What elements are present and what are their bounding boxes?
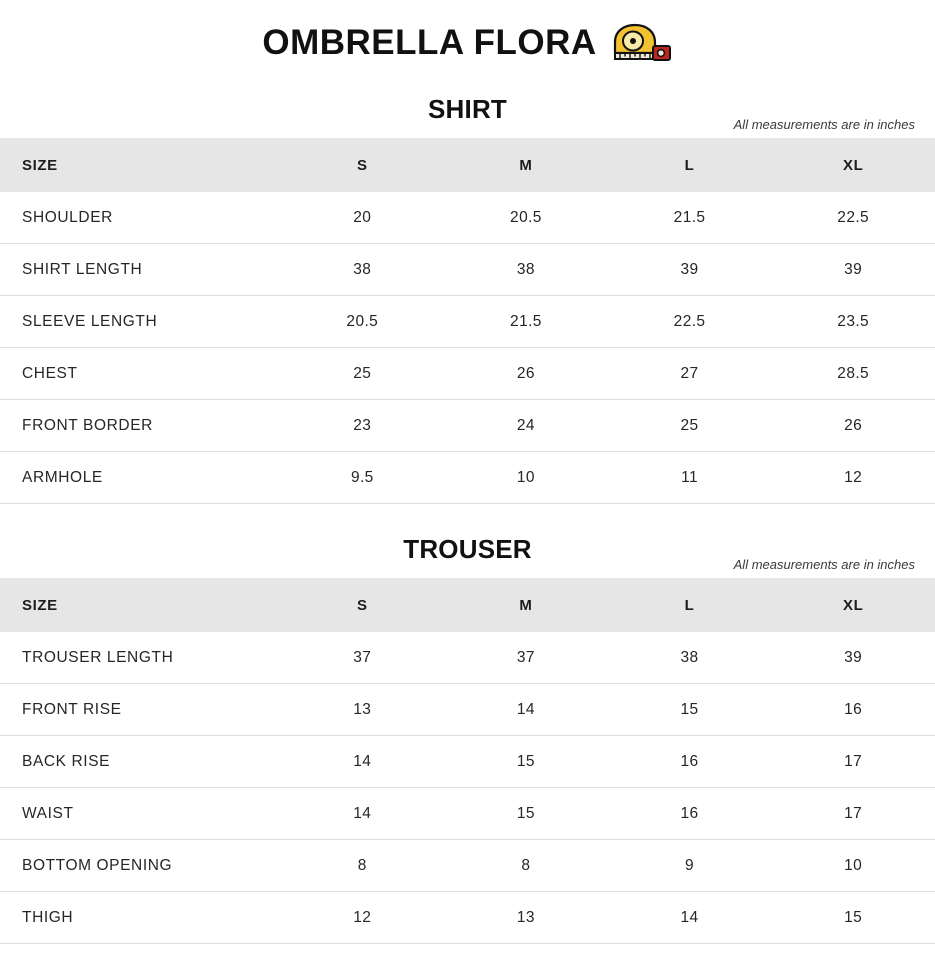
section-shirt-head xyxy=(0,94,935,132)
cell-s: 13 xyxy=(281,684,445,736)
row-label: FRONT BORDER xyxy=(0,400,281,452)
measuring-tape-icon xyxy=(609,22,673,64)
cell-s: 9.5 xyxy=(281,452,445,504)
section-trouser-head xyxy=(0,534,935,572)
column-header-s: S xyxy=(281,578,445,632)
cell-xl: 10 xyxy=(771,840,935,892)
cell-l: 9 xyxy=(608,840,772,892)
row-label: FRONT RISE xyxy=(0,684,281,736)
cell-m: 8 xyxy=(444,840,608,892)
cell-xl: 26 xyxy=(771,400,935,452)
cell-xl: 28.5 xyxy=(771,348,935,400)
column-header-m: M xyxy=(444,138,608,192)
cell-l: 14 xyxy=(608,892,772,944)
row-label: BOTTOM OPENING xyxy=(0,840,281,892)
column-header-l: L xyxy=(608,138,772,192)
row-label: BACK RISE xyxy=(0,736,281,788)
table-header-row xyxy=(0,578,935,632)
table-row xyxy=(0,684,935,736)
section-trouser-title: TROUSER xyxy=(403,534,532,564)
cell-m: 24 xyxy=(444,400,608,452)
cell-xl: 23.5 xyxy=(771,296,935,348)
row-label: SLEEVE LENGTH xyxy=(0,296,281,348)
table-header-row xyxy=(0,138,935,192)
row-label: CHEST xyxy=(0,348,281,400)
column-header-s: S xyxy=(281,138,445,192)
table-row xyxy=(0,452,935,504)
cell-s: 37 xyxy=(281,632,445,684)
cell-l: 11 xyxy=(608,452,772,504)
cell-l: 25 xyxy=(608,400,772,452)
cell-l: 39 xyxy=(608,244,772,296)
brand-name: OMBRELLA FLORA xyxy=(262,23,597,62)
cell-l: 16 xyxy=(608,736,772,788)
table-row xyxy=(0,244,935,296)
cell-s: 8 xyxy=(281,840,445,892)
table-row xyxy=(0,892,935,944)
table-row xyxy=(0,400,935,452)
brand-title xyxy=(0,0,935,64)
cell-l: 16 xyxy=(608,788,772,840)
cell-xl: 12 xyxy=(771,452,935,504)
shirt-size-table xyxy=(0,138,935,504)
cell-xl: 15 xyxy=(771,892,935,944)
table-row xyxy=(0,296,935,348)
cell-m: 15 xyxy=(444,736,608,788)
section-shirt-title: SHIRT xyxy=(428,94,507,124)
column-header-size: SIZE xyxy=(0,138,281,192)
cell-xl: 17 xyxy=(771,788,935,840)
column-header-size: SIZE xyxy=(0,578,281,632)
cell-xl: 22.5 xyxy=(771,192,935,244)
cell-xl: 39 xyxy=(771,244,935,296)
cell-s: 20 xyxy=(281,192,445,244)
cell-m: 37 xyxy=(444,632,608,684)
cell-l: 27 xyxy=(608,348,772,400)
cell-s: 23 xyxy=(281,400,445,452)
cell-m: 10 xyxy=(444,452,608,504)
cell-m: 20.5 xyxy=(444,192,608,244)
table-row xyxy=(0,736,935,788)
cell-m: 21.5 xyxy=(444,296,608,348)
row-label: WAIST xyxy=(0,788,281,840)
cell-s: 38 xyxy=(281,244,445,296)
column-header-xl: XL xyxy=(771,138,935,192)
section-shirt-note: All measurements are in inches xyxy=(733,117,915,132)
cell-s: 25 xyxy=(281,348,445,400)
column-header-m: M xyxy=(444,578,608,632)
cell-s: 14 xyxy=(281,736,445,788)
cell-l: 38 xyxy=(608,632,772,684)
column-header-l: L xyxy=(608,578,772,632)
trouser-size-table xyxy=(0,578,935,944)
cell-s: 20.5 xyxy=(281,296,445,348)
cell-xl: 39 xyxy=(771,632,935,684)
cell-s: 14 xyxy=(281,788,445,840)
table-row xyxy=(0,788,935,840)
cell-m: 15 xyxy=(444,788,608,840)
row-label: ARMHOLE xyxy=(0,452,281,504)
row-label: SHIRT LENGTH xyxy=(0,244,281,296)
table-row xyxy=(0,632,935,684)
table-row xyxy=(0,348,935,400)
section-trouser xyxy=(0,534,935,944)
cell-l: 22.5 xyxy=(608,296,772,348)
section-shirt xyxy=(0,94,935,504)
cell-m: 38 xyxy=(444,244,608,296)
cell-xl: 16 xyxy=(771,684,935,736)
row-label: TROUSER LENGTH xyxy=(0,632,281,684)
cell-l: 21.5 xyxy=(608,192,772,244)
table-row xyxy=(0,192,935,244)
table-row xyxy=(0,840,935,892)
cell-s: 12 xyxy=(281,892,445,944)
cell-m: 13 xyxy=(444,892,608,944)
section-trouser-note: All measurements are in inches xyxy=(733,557,915,572)
column-header-xl: XL xyxy=(771,578,935,632)
cell-m: 14 xyxy=(444,684,608,736)
row-label: SHOULDER xyxy=(0,192,281,244)
cell-xl: 17 xyxy=(771,736,935,788)
row-label: THIGH xyxy=(0,892,281,944)
cell-m: 26 xyxy=(444,348,608,400)
cell-l: 15 xyxy=(608,684,772,736)
